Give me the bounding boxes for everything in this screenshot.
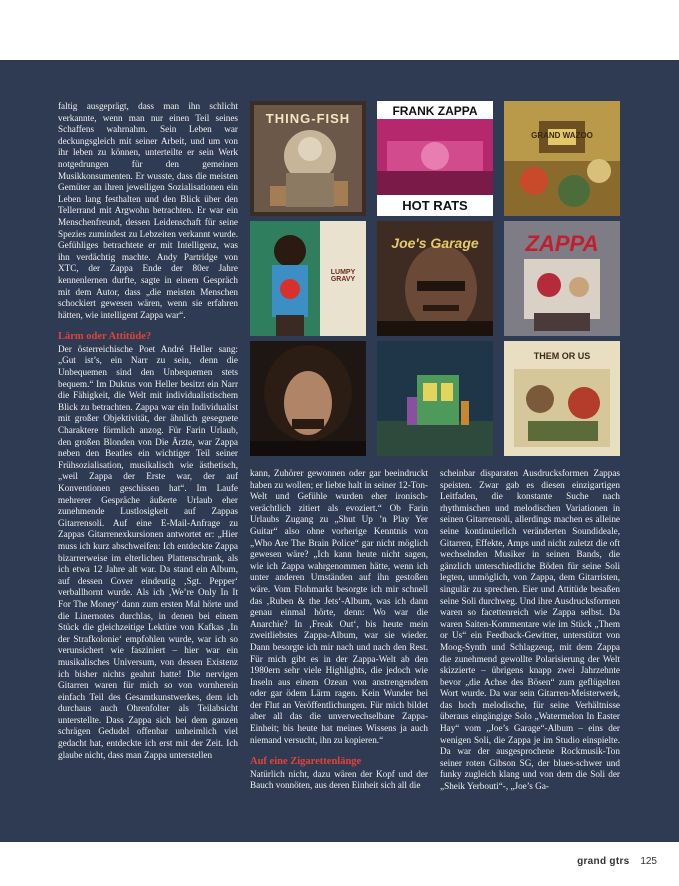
- album-cover-lumpy-gravy: [250, 221, 366, 336]
- album-cover-joes-garage: [377, 221, 493, 336]
- section-heading: Auf eine Zigarettenlänge: [250, 756, 362, 768]
- album-cover-grid: [250, 101, 620, 456]
- album-cover-thing-fish: [250, 101, 366, 216]
- album-cover-hot-rats: [377, 101, 493, 216]
- text-column-2: [250, 468, 428, 840]
- album-cover-zappa: [504, 221, 620, 336]
- album-title: LUMPY GRAVY: [330, 269, 356, 283]
- text-column-3: [440, 468, 620, 840]
- album-cover-gas-station: [377, 341, 493, 456]
- album-artist: FRANK ZAPPA: [392, 104, 478, 118]
- paragraph: kann, Zuhörer gewonnen oder gar beeindruckt haben zu wollen; er liebte halt in seiner 12-Ton-Welt und Gefühle wurden eher ironisch-verächtlich zitiert als evoziert.“ Ob Farin Urlaubs Zugang zu „Shut Up ’n Play Yer Guitar“ also ohne vorherige Kenntnis von „Who Are The Brain Police“ gar nicht möglich gewesen wäre? „Ich kann heute nicht sagen, wie ich Zappa wahrgenommen hätte, wenn ich unter anderen Umständen auf ihn gestoßen wäre. Vom Flohmarkt besorgte ich mir schnell das ‚Ruben & the Jets‘-Album, was ich dann genau einmal hörte, denn: Wo war die Anarchie? In ‚Freak Out‘, bis heute mein zweitliebstes Zappa-Album, war sie wieder. Dann besorgte ich mir nach und nach den Rest. Für mich gibt es in der Zappa-Welt ab den 1980ern sehr viele Highlights, die jedoch wie Inseln aus einem Ozean von anstrengendem oder gar ödem Lärm ragen. Kein Wunder bei der Flut an Veröffentlichungen. Für mich bildet aber all das die unverwechselbare Zappa-Einheit; bis heute hat meines Wissens ja auch niemand versucht, ihn zu kopieren.“: [250, 468, 428, 745]
- text-column-1: [58, 101, 238, 841]
- paragraph: scheinbar disparaten Ausdrucksformen Zappas speisten. Zwar gab es diesen einzigartigen Leitfaden, die konstante Suche nach rhythmischen und melodischen Variationen in seinen Gitarrensoli, allerdings machen es alleine seine kontinuierlich veränderten Soundideale, Gitarren, Effekte, Amps und nicht zuletzt die oft wechselnden Musiker in seinen Bands, die gänzlich unterschiedliche Böden für seine Soli legten, unmöglich, von Zappa, dem Gitarristen, singulär zu sprechen. Eier und Attitüde besaßen seine Soli durchweg. Und ihre Ausdrucksformen waren so facettenreich wie Zappa selbst. Da waren Saiten-Kommentare wie im Stück „Them or Us“ ein Feedback-Gewitter, unterstützt von Moog-Synth und Schlagzeug, mit dem Zappa die zunehmend gewollte Polarisierung der Welt skizzierte – übrigens knapp zwei Jahrzehnte bevor „die Achse des Bösen“ zum geflügelten Wort wurde. Da war sein Gitarren-Meisterwerk, das hoch melodische, für seine Verhältnisse überaus eingängige Solo „Watermelon In Easter Hay“ vom „Joe’s Garage“-Album – eins der wenigen Soli, die Zappa je im Studio einspielte. Da war der ausgesprochene Rockmusik-Ton seiner roten Gibson SG, der blues-schwer und funky zugleich klang und von dem die Soli der „Sheik Yerbouti“-, „Joe’s Ga-: [440, 468, 620, 792]
- page-number: 125: [640, 856, 657, 867]
- album-title: Joe's Garage: [391, 235, 479, 251]
- section-heading: Lärm oder Attitüde?: [58, 331, 152, 343]
- paragraph: Der österreichische Poet André Heller sang: „Gut ist’s, ein Narr zu sein, denn die Unbequemen sind den Unbequemen stets bequem.“ Im Duktus von Heller besitzt ein Narr die Fähigkeit, die Welt mit individualistischem Blick zu betrachten. Zappa war ein Individualist mit großer Objektivität, der ähnlich gesegnete Charaktere förmlich anzog. Für Farin Urlaub, den großen Blonden von Die Ärzte, war Zappa neben den Beatles ein wichtiger Teil seiner Frühsozialisation, musikalisch wie ästhetisch, „weil Zappa der Erste war, der auf Konventionen geschissen hat“. Im Laufe mehrerer Gespräche äußerte Urlaub eher zunehmende Lustlosigkeit auf Zappas Gitarrensoli. Auf eine E-Mail-Anfrage zu Zappas Gitarrenexkursionen antwortet er: „Hier muss ich kurz abschweifen: Ich entdeckte Zappa bizarrerweise im elterlichen Plattenschrank, als ich etwa 12 Jahre alt war. Da stand ein Album, auf dessen Cover eindeutig ‚Sgt. Pepper‘ verballhornt wurde. Als ich ‚We’re Only In It For The Money‘ dann zum ersten Mal hörte und die Linernotes durchlas, in denen bei einem Stück die gleichzeitige Lektüre von Kafkas ‚In der Strafkolonie‘ empfohlen wurde, war ich so verunsichert wie fasziniert – hier war ein musikalisches Universum, von dessen Existenz ich bisher nichts geahnt hatte! Die nervigen Gitarren waren für mich so von vornherein einfach Teil des Gesamtkunstwerkes, dem ich durchaus auch Ohrenfolter als Teilabsicht unterstellte. Dass Zappa sich bei dem ganzen schrägen Gedudel offenbar unheimlich viel gedacht hat, entdeckte ich erst mit der Zeit. Ich glaube nicht, dass man Zappa unterstellen: [58, 343, 238, 760]
- album-title: THING-FISH: [265, 111, 351, 126]
- album-cover-them-or-us: [504, 341, 620, 456]
- album-title: THEM OR US: [533, 351, 591, 361]
- album-title: HOT RATS: [402, 198, 468, 213]
- album-title: ZAPPA: [525, 231, 599, 256]
- paragraph: faltig ausgeprägt, dass man ihn schlicht verkannte, wenn man nur einen Teil seines Schaffens wahrnahm. Sein Leben war deckungsgleich mit seiner Arbeit, und um von ihr leben zu können, unterteilte er sein Werk notgedrungen für den gemeinen Musikkonsumenten. Er wusste, dass die meisten Gemüter an ihren jeweiligen Sozialisationen ein Leben lang festhalten und den Blick über den Tellerrand mit Argwohn betrachten. Er war ein Menschenfreund, dessen Leidenschaft für seine Spezies zumindest zu Lebzeiten verkannt wurde. Gefühliges betrachtete er mit Intelligenz, was ihn verdächtig machte. Andy Partridge von XTC, der Zappa Ende der 80er Jahre kennenlernen durfte, sagte in einem Gespräch mit dem Autor, dass „die meisten Menschen schockiert gewesen wären, wenn sie erfahren hätten, wie intelligent Zappa war“.: [58, 101, 238, 320]
- album-title: GRAND WAZOO: [531, 131, 593, 140]
- album-cover-portrait: [250, 341, 366, 456]
- paragraph: Natürlich nicht, dazu wären der Kopf und der Bauch vonnöten, aus deren Einheit sich all die: [250, 768, 428, 791]
- page-footer: [577, 856, 657, 867]
- album-cover-grand-wazoo: [504, 101, 620, 216]
- magazine-brand: grand gtrs: [577, 856, 630, 867]
